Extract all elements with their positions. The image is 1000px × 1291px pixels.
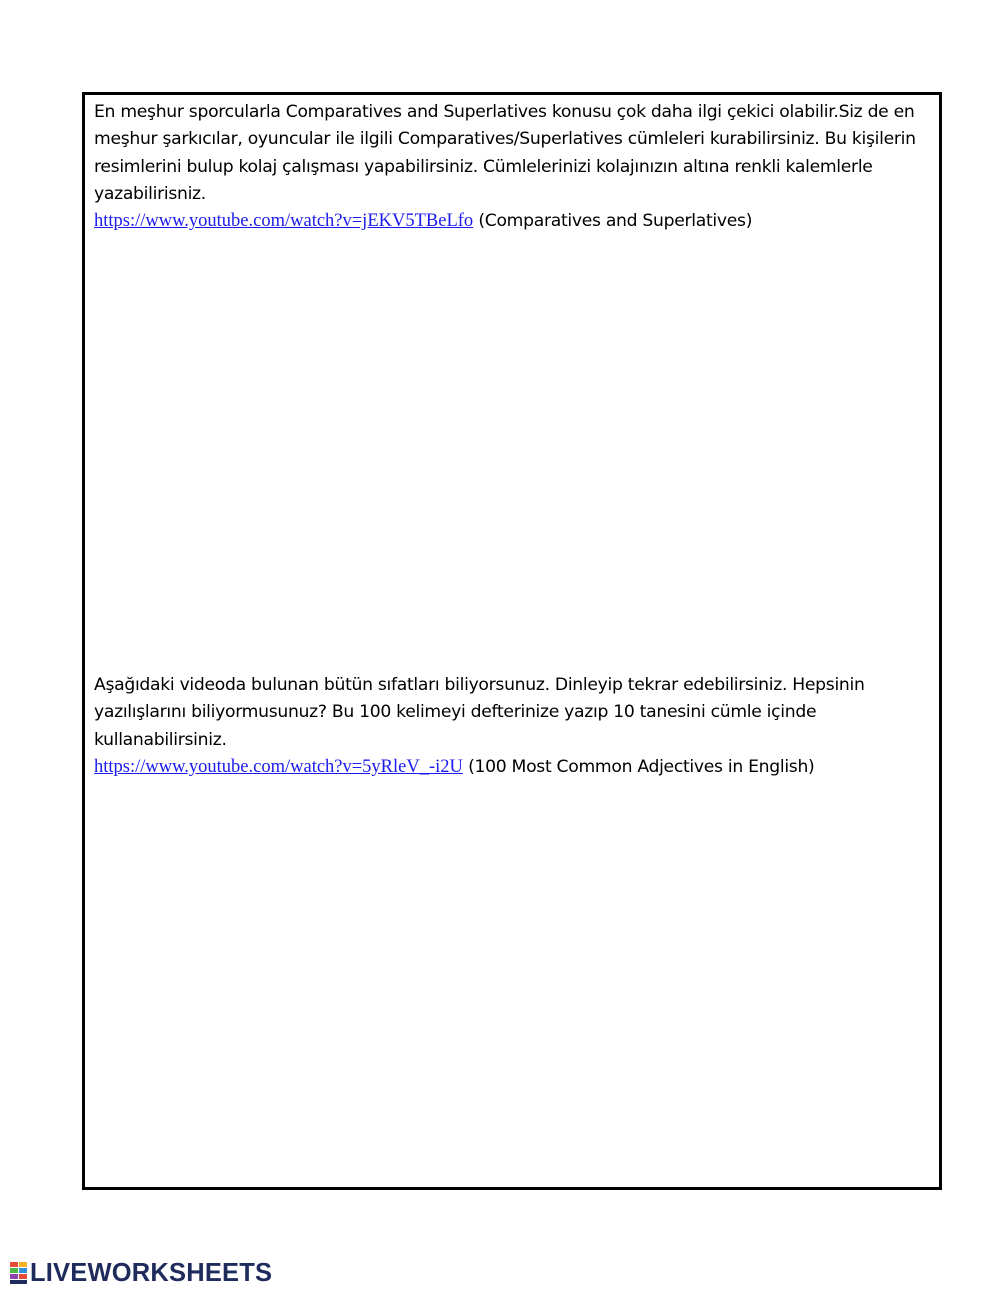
section2-link-line	[94, 754, 931, 781]
section1-link-line	[94, 208, 931, 235]
liveworksheets-logo-text: LIVEWORKSHEETS	[30, 1258, 273, 1287]
section-comparatives	[94, 99, 931, 235]
youtube-link-adjectives[interactable]: https://www.youtube.com/watch?v=5yRleV_-i2U	[94, 756, 463, 777]
youtube-link-comparatives[interactable]: https://www.youtube.com/watch?v=jEKV5TBeLfo	[94, 211, 474, 232]
section1-link-caption: (Comparatives and Superlatives)	[473, 211, 753, 232]
worksheet-frame	[82, 92, 942, 1190]
liveworksheets-logo	[10, 1258, 272, 1288]
liveworksheets-logo-icon	[10, 1262, 27, 1284]
section2-link-caption: (100 Most Common Adjectives in English)	[462, 756, 815, 777]
section2-paragraph: Aşağıdaki videoda bulunan bütün sıfatları biliyorsunuz. Dinleyip tekrar edebilirsiniz. Hepsinin yazılışlarını biliyormusunuz? Bu 100 kelimeyi defterinize yazıp 10 tanesini cümle içinde kullanabilirsiniz.	[94, 675, 865, 750]
section-adjectives	[94, 672, 931, 781]
section1-paragraph: En meşhur sporcularla Comparatives and Superlatives konusu çok daha ilgi çekici olabilir.Siz de en meşhur şarkıcılar, oyuncular ile ilgili Comparatives/Superlatives cümleleri kurabilirsiniz. Bu kişilerin resimlerini bulup kolaj çalışması yapabilirsiniz. Cümlelerinizi kolajınızın altına renkli kalemlerle yazabilirisniz.	[94, 102, 916, 204]
